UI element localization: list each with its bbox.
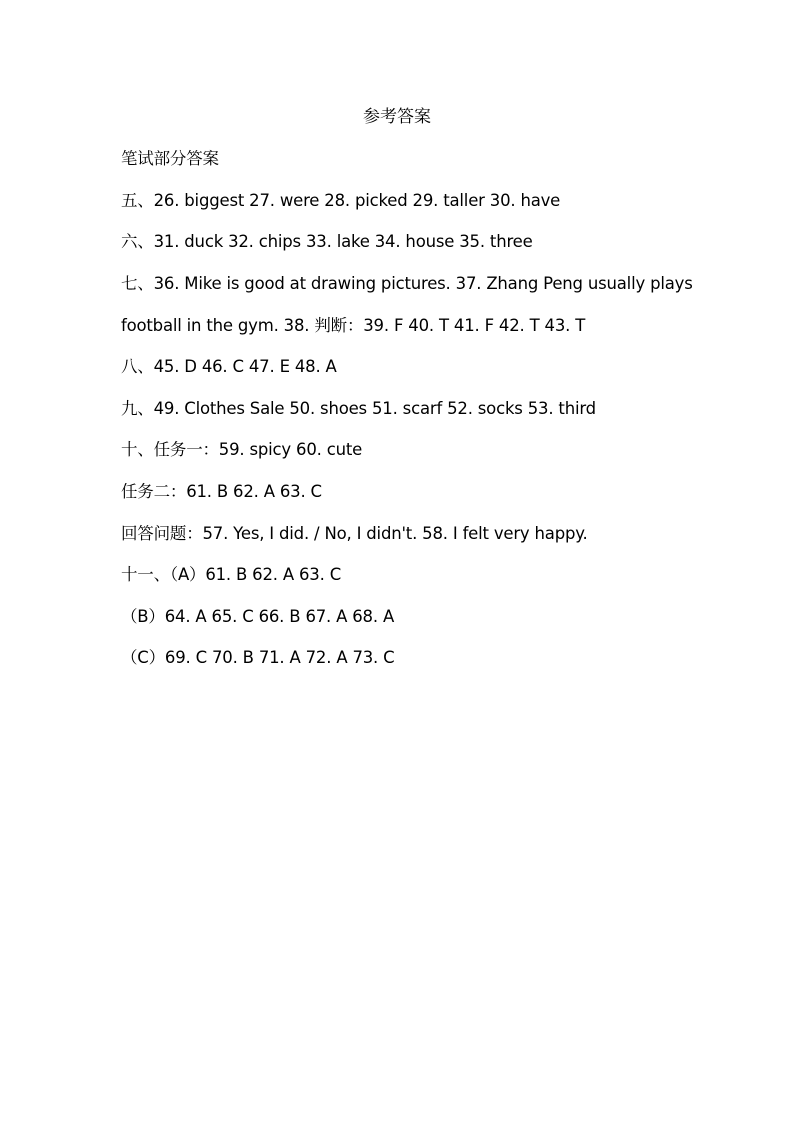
page-title: 参考答案 xyxy=(363,107,431,127)
answer-line-8: 八、45. D 46. C 47. E 48. A xyxy=(121,357,337,376)
answer-line-11c: （C）69. C 70. B 71. A 72. A 73. C xyxy=(121,648,395,667)
answer-line-7-continued: football in the gym. 38. 判断：39. F 40. T 41. F 42. T 43. T xyxy=(121,316,586,335)
answer-line-5: 五、26. biggest 27. were 28. picked 29. taller 30. have xyxy=(121,191,561,210)
answer-line-9: 九、49. Clothes Sale 50. shoes 51. scarf 52. socks 53. third xyxy=(121,399,596,418)
answer-line-questions: 回答问题：57. Yes, I did. / No, I didn't. 58. I felt very happy. xyxy=(121,524,588,543)
answer-line-11b: （B）64. A 65. C 66. B 67. A 68. A xyxy=(121,607,395,626)
section-heading: 笔试部分答案 xyxy=(121,149,219,168)
answer-line-6: 六、31. duck 32. chips 33. lake 34. house 35. three xyxy=(121,232,533,251)
answer-line-11a: 十一、（A）61. B 62. A 63. C xyxy=(121,565,342,584)
answer-line-task-2: 任务二：61. B 62. A 63. C xyxy=(121,482,322,501)
answer-line-7: 七、36. Mike is good at drawing pictures. 37. Zhang Peng usually plays xyxy=(121,274,693,293)
answer-line-10: 十、任务一：59. spicy 60. cute xyxy=(121,440,363,459)
